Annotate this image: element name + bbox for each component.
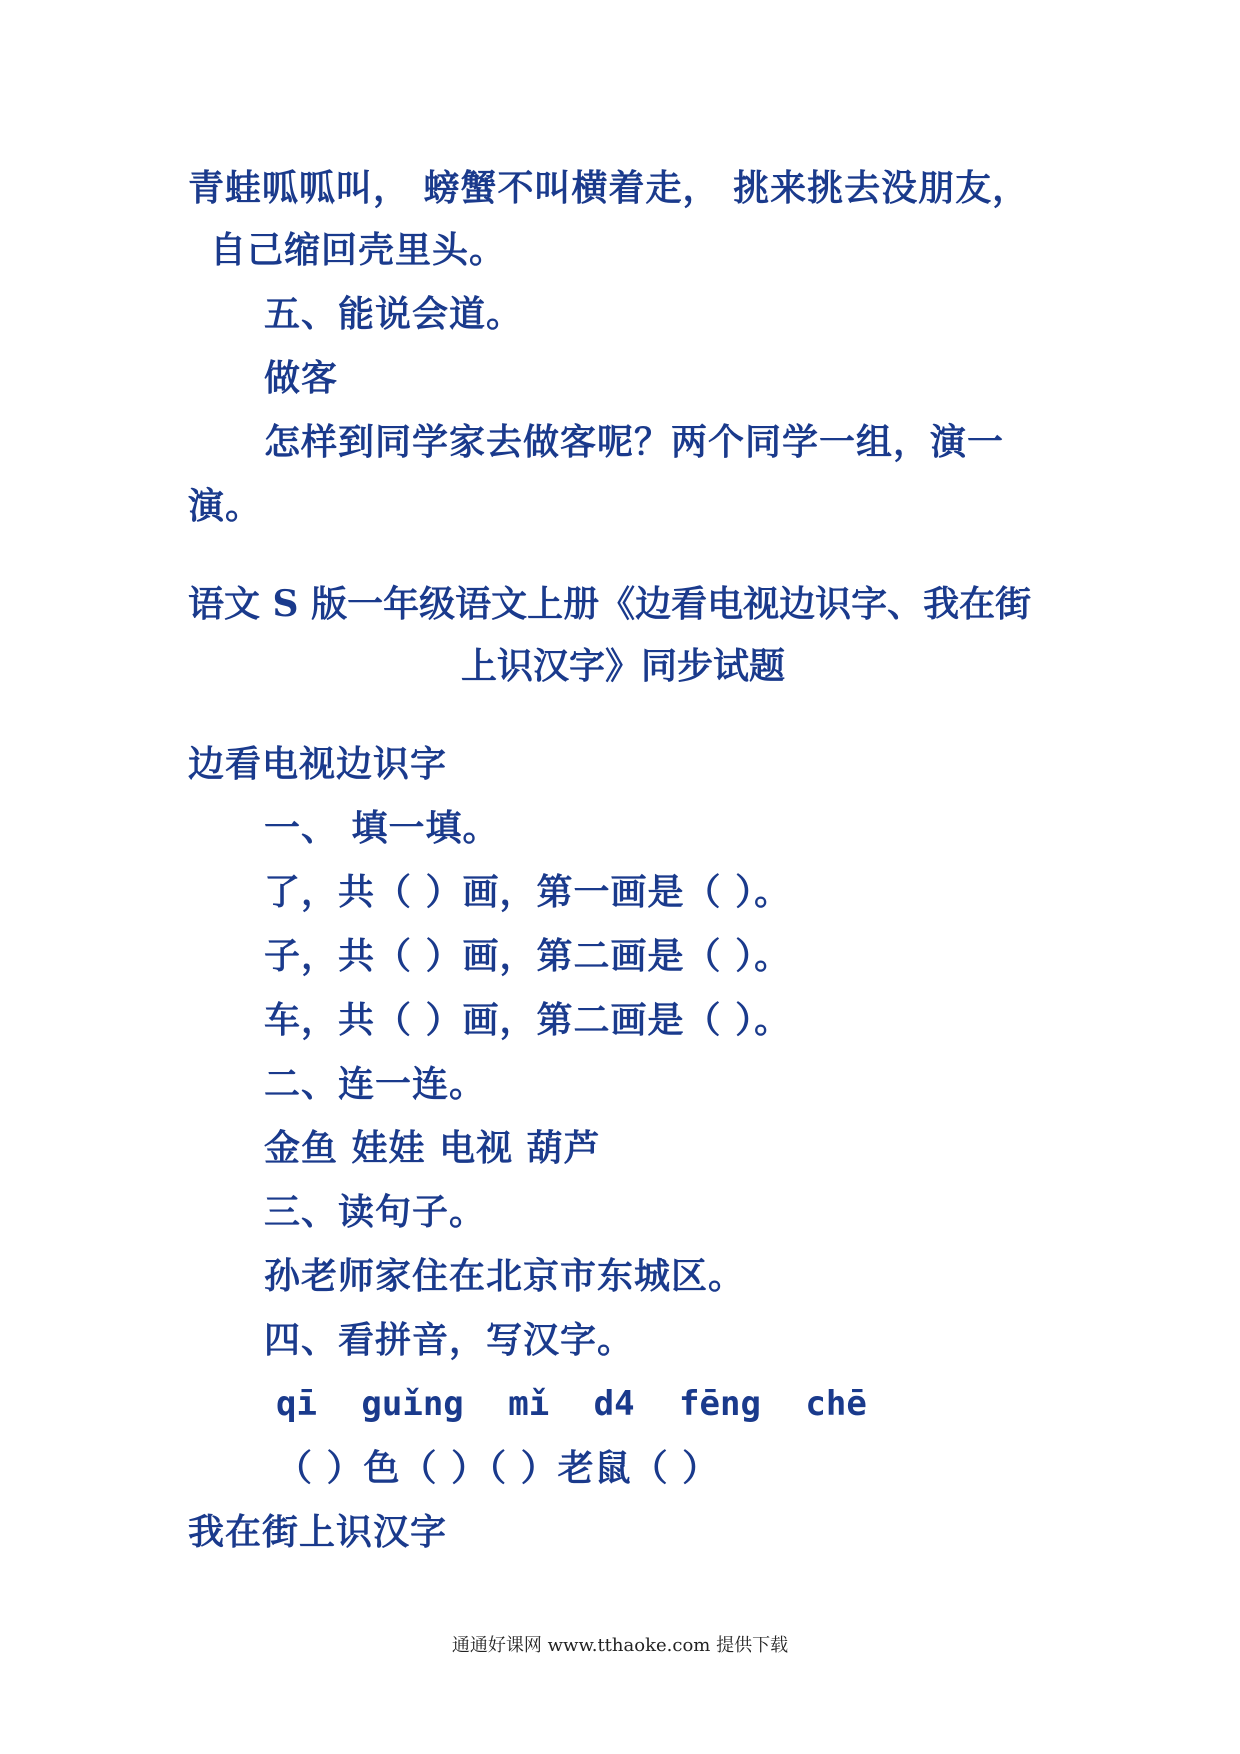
section-5-heading: 五、能说会道。 (264, 293, 524, 335)
part-1-heading: 边看电视边识字 (188, 743, 448, 785)
question-1-item-2: 子，共（ ）画，第二画是（ ）。 (264, 935, 792, 977)
page-footer: 通通好课网 www.tthaoke.com 提供下载 (451, 1635, 789, 1656)
question-4-heading: 四、看拼音，写汉字。 (264, 1319, 635, 1361)
question-3-heading: 三、读句子。 (264, 1191, 487, 1233)
poem-line-2: 自己缩回壳里头。 (210, 229, 507, 271)
question-1-item-1: 了，共（ ）画，第一画是（ ）。 (264, 871, 792, 913)
document-title-line-2: 上识汉字》同步试题 (460, 645, 785, 687)
poem-line-1: 青蛙呱呱叫， 螃蟹不叫横着走， 挑来挑去没朋友， (188, 167, 1030, 209)
question-1-heading: 一、 填一填。 (264, 807, 500, 849)
question-3-sentence: 孙老师家住在北京市东城区。 (264, 1255, 746, 1297)
section-5-prompt-line-1: 怎样到同学家去做客呢？两个同学一组，演一 (264, 421, 1005, 463)
question-1-item-3: 车，共（ ）画，第二画是（ ）。 (264, 999, 792, 1041)
question-2-words: 金鱼 娃娃 电视 葫芦 (264, 1127, 601, 1169)
document-title-line-1: 语文 S 版一年级语文上册《边看电视边识字、我在街 (188, 583, 1032, 625)
question-4-blanks: （ ）色（ ）（ ）老鼠（ ） (276, 1447, 720, 1489)
section-5-subtitle: 做客 (264, 357, 339, 399)
question-2-heading: 二、连一连。 (264, 1063, 487, 1105)
part-2-heading: 我在街上识汉字 (188, 1511, 448, 1553)
question-4-pinyin: qī guǐng mǐ d4 fēng chē (276, 1384, 867, 1424)
section-5-prompt-line-2: 演。 (188, 485, 263, 527)
